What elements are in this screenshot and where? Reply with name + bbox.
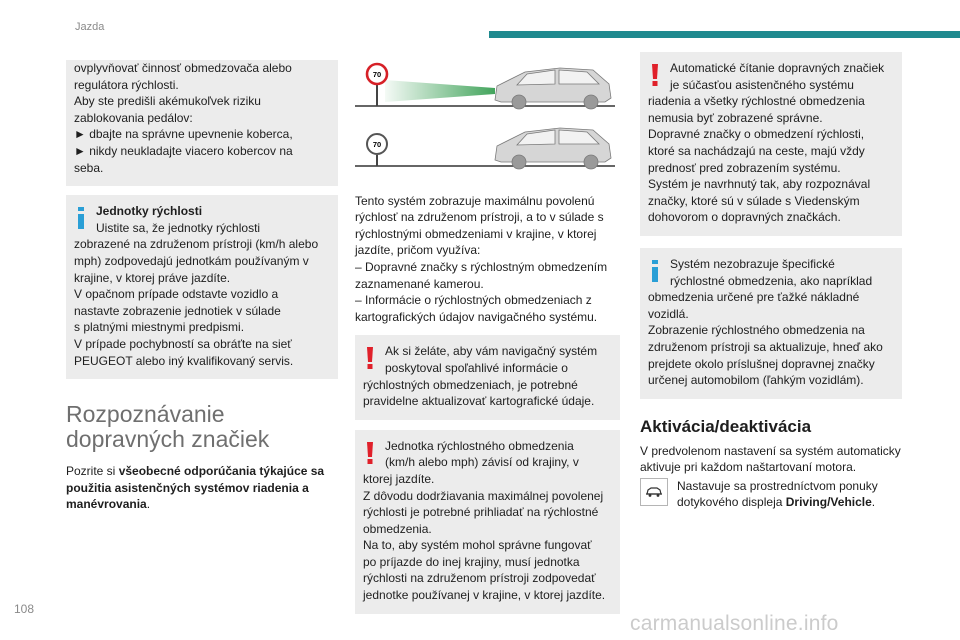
reference-paragraph bbox=[66, 463, 338, 513]
section-title-line2: dopravných značiek bbox=[66, 426, 270, 453]
warning-box-speed-unit bbox=[355, 430, 620, 614]
text-line: určenej automobilom (ľahkým vozidlám). bbox=[648, 373, 864, 388]
reference-link-part2[interactable]: použitia asistenčných systémov riadenia a bbox=[66, 480, 309, 495]
text-line: Zobrazenie rýchlostného obmedzenia na bbox=[648, 323, 865, 338]
text-line: regulátora rýchlosti. bbox=[74, 77, 179, 92]
page-header-title: Jazda bbox=[75, 21, 105, 33]
text-line: rýchlostných obmedzeniach, je potrebné bbox=[363, 377, 578, 392]
warning-first-line: Ak si želáte, aby vám navigačný systém bbox=[385, 344, 598, 359]
text-line: rýchlosti na združenom prístroji zodpovedať bbox=[363, 571, 596, 586]
text-line: krajine, v ktorej práve jazdíte. bbox=[74, 270, 231, 285]
reference-link-part3[interactable]: manévrovania bbox=[66, 497, 147, 512]
speed-sign-icon bbox=[367, 64, 387, 84]
info-body bbox=[648, 289, 890, 389]
text-line: – Informácie o rýchlostných obmedzeniach z bbox=[355, 293, 592, 308]
warning-second-line: je súčasťou asistenčného systému bbox=[670, 77, 854, 92]
text-line: rýchlostnými obmedzeniami v krajine, v ktorej bbox=[355, 226, 597, 241]
info-box-specific-limits bbox=[640, 248, 902, 399]
text-line: dohovorom o dopravných značkách. bbox=[648, 210, 841, 225]
text-line: Na to, aby systém mohol správne fungovať bbox=[363, 538, 592, 553]
text-line: mph) zodpovedajú jednotkám používaným v bbox=[74, 253, 309, 268]
column-right bbox=[640, 52, 902, 511]
warning-second-line: (km/h alebo mph) závisí od krajiny, v bbox=[385, 455, 579, 470]
page-number: 108 bbox=[14, 602, 35, 616]
text-line: vozidlá. bbox=[648, 306, 689, 321]
text-line: obmedzenia určené pre ťažké nákladné bbox=[648, 290, 860, 305]
text-line: rýchlosti je potrebné prihliadať na rýchlostné bbox=[363, 505, 599, 520]
text-line: V prípade pochybností sa obráťte na sieť bbox=[74, 336, 292, 351]
speed-sign-value-top: 70 bbox=[372, 70, 382, 79]
header-accent-bar bbox=[489, 31, 960, 38]
warning-icon bbox=[363, 347, 377, 369]
info-icon bbox=[649, 260, 661, 282]
text-line: V opačnom prípade odstavte vozidlo a bbox=[74, 287, 279, 302]
text-line: značky, ktoré sú v súlade s Viedenským bbox=[648, 193, 860, 208]
text-line: Aby ste predišli akémukoľvek riziku bbox=[74, 94, 261, 109]
text-line: ktorej jazdíte. bbox=[363, 471, 435, 486]
text-line: jazdíte, pričom využíva: bbox=[355, 243, 481, 258]
car-icon bbox=[645, 486, 663, 498]
text-line: Systém je navrhnutý tak, aby rozpoznával bbox=[648, 177, 871, 192]
text-line: po príjazde do inej krajiny, musí jednotka bbox=[363, 554, 580, 569]
column-middle bbox=[355, 58, 620, 614]
text-line: riadenia a všetky rýchlostné obmedzenia bbox=[648, 94, 865, 109]
menu-instruction-line1: Nastavuje sa prostredníctvom ponuky bbox=[677, 478, 878, 493]
warning-icon bbox=[363, 442, 377, 464]
reference-link-part1[interactable]: všeobecné odporúčania týkajúce sa bbox=[118, 464, 325, 479]
camera-beam-top bbox=[385, 80, 495, 102]
text-line: nemusia byť zobrazené správne. bbox=[648, 110, 823, 125]
warning-second-line: poskytoval spoľahlivé informácie o bbox=[385, 360, 568, 375]
text-line: nastavte zobrazenie jednotiek v súlade bbox=[74, 303, 281, 318]
text-line: prejdete okolo príslušnej dopravnej značky bbox=[648, 356, 875, 371]
text-line: združenom prístroji sa aktualizuje, hneď ako bbox=[648, 339, 883, 354]
watermark: carmanualsonline.info bbox=[630, 612, 839, 635]
text-line: rýchlosť na združenom prístroji, a to v súlade s bbox=[355, 210, 604, 225]
info-box-title: Jednotky rýchlosti bbox=[96, 204, 203, 219]
info-box-first-line: Uistite sa, že jednotky rýchlosti bbox=[96, 220, 261, 235]
text-line: jednotke používanej v krajine, v ktorej jazdíte. bbox=[363, 588, 606, 603]
text-line: s platnými miestnymi predpismi. bbox=[74, 320, 245, 335]
text-line: aktivuje pri každom naštartovaní motora. bbox=[640, 460, 857, 475]
text-line: – Dopravné značky s rýchlostným obmedzením bbox=[355, 259, 608, 274]
warning-first-line: Automatické čítanie dopravných značiek bbox=[670, 61, 885, 75]
activation-heading: Aktivácia/deaktivácia bbox=[640, 416, 812, 436]
menu-instruction bbox=[640, 478, 902, 511]
text-line: ► nikdy neukladajte viacero kobercov na bbox=[74, 143, 293, 158]
text-line: Z dôvodu dodržiavania maximálnej povolenej bbox=[363, 488, 604, 503]
text-line: V predvolenom nastavení sa systém automaticky bbox=[640, 443, 901, 458]
intro-text bbox=[74, 60, 326, 176]
info-box-speed-units bbox=[66, 195, 338, 379]
text-line: zablokovania pedálov: bbox=[74, 110, 193, 125]
car-icon-frame bbox=[640, 478, 668, 506]
column-left bbox=[66, 60, 338, 513]
warning-body bbox=[363, 471, 608, 604]
text-line: seba. bbox=[74, 160, 104, 175]
text-line: pravidelne aktualizovať kartografické údaje. bbox=[363, 394, 595, 409]
text-line: ktoré sa nachádzajú na ceste, majú vždy bbox=[648, 143, 865, 158]
speed-sign-value-bottom: 70 bbox=[372, 140, 382, 149]
warning-body bbox=[363, 377, 608, 410]
info-first-line: Systém nezobrazuje špecifické bbox=[670, 256, 835, 271]
text-line: Tento systém zobrazuje maximálnu povolenú bbox=[355, 193, 595, 208]
info-icon bbox=[75, 207, 87, 229]
reference-prefix: Pozrite si bbox=[66, 464, 119, 479]
text-line: zaznamenané kamerou. bbox=[355, 276, 484, 291]
section-title-line1: Rozpoznávanie bbox=[66, 401, 225, 428]
system-description bbox=[355, 193, 620, 326]
info-box-body bbox=[74, 236, 326, 369]
reference-suffix: . bbox=[146, 497, 151, 512]
warning-body bbox=[648, 93, 890, 226]
continued-warning-box bbox=[66, 60, 338, 186]
section-heading-traffic-signs bbox=[66, 402, 338, 452]
menu-instruction-suffix: . bbox=[871, 495, 876, 510]
warning-first-line: Jednotka rýchlostného obmedzenia bbox=[385, 438, 574, 453]
text-line: Dopravné značky o obmedzení rýchlosti, bbox=[648, 127, 865, 142]
speed-sign-recognition-illustration bbox=[355, 58, 620, 178]
text-line: obmedzenia. bbox=[363, 521, 432, 536]
text-line: ► dbajte na správne upevnenie koberca, bbox=[74, 127, 293, 142]
warning-icon bbox=[648, 64, 662, 86]
menu-instruction-prefix: dotykového displeja bbox=[677, 495, 786, 510]
text-line: prednosť pred zobrazením systému. bbox=[648, 160, 841, 175]
speed-sign-icon bbox=[367, 134, 387, 154]
activation-text bbox=[640, 443, 902, 476]
text-line: zobrazené na združenom prístroji (km/h alebo bbox=[74, 237, 319, 252]
text-line: ovplyvňovať činnosť obmedzovača alebo bbox=[74, 61, 292, 75]
warning-box-navigation bbox=[355, 335, 620, 419]
car-illustration-top bbox=[495, 68, 611, 109]
text-line: kartografických údajov navigačného systému. bbox=[355, 309, 598, 324]
menu-path-driving-vehicle[interactable]: Driving/Vehicle bbox=[785, 495, 872, 510]
info-second-line: rýchlostné obmedzenia, ako napríklad bbox=[670, 273, 873, 288]
car-illustration-bottom bbox=[495, 128, 611, 169]
warning-box-automatic-reading bbox=[640, 52, 902, 236]
text-line: PEUGEOT alebo iný kvalifikovaný servis. bbox=[74, 353, 294, 368]
